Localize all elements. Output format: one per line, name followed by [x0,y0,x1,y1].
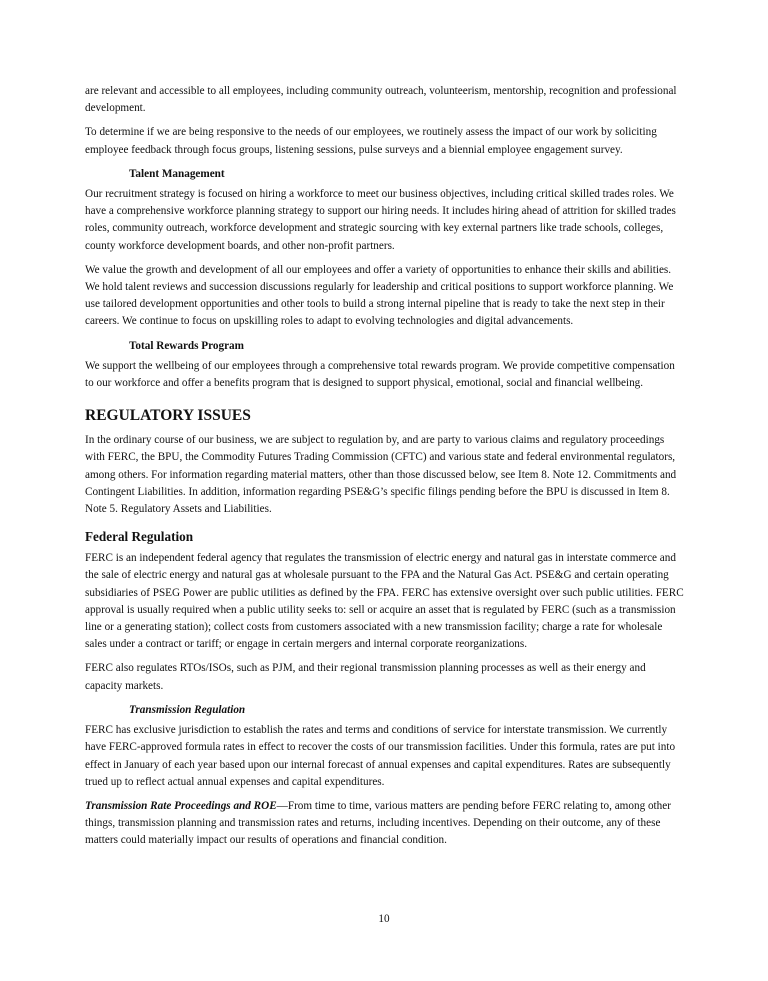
paragraph-transmission-rates: FERC has exclusive jurisdiction to establish the rates and terms and conditions of service for interstate transmission. We currently have FERC-approved formula rates in effect to recover the costs of our transmission facilities. Under this formula, rates are put into effect in January of each year based upon our internal forecast of annual expenses and capital expenditures. Rates are subsequently trued up to reflect actual annual expenses and capital expenditures. [85,724,676,788]
paragraph-ferc: FERC is an independent federal agency that regulates the transmission of electric energy and natural gas in interstate commerce and the sale of electric energy and natural gas at wholesale pursuant to the FPA and the Natural Gas Act. PSE&G and certain operating subsidiaries of PSEG Power are public utilities as defined by the FPA. FERC has extensive oversight over such public utilities. FERC approval is usually required when a public utility seeks to: sell or acquire an asset that is regulated by FERC (such as a transmission line or a generating station); collect costs from customers associated with a new transmission facility; charge a rate for wholesale sales under a contract or tariff; or engage in certain mergers and internal corporate reorganizations. [85,552,684,651]
paragraph-development: We value the growth and development of all our employees and offer a variety of opportunities to enhance their skills and abilities. We hold talent reviews and succession discussions regularly for leadership and critical positions to support workforce planning. We use tailored development opportunities and other tools to build a strong internal pipeline that is ready to take the next step in their careers. We continue to focus on upskilling roles to adapt to evolving technologies and digital advancements. [85,263,674,328]
paragraph-regulation-overview: In the ordinary course of our business, we are subject to regulation by, and are party to various claims and regulatory proceedings with FERC, the BPU, the Commodity Futures Trading Commission (CFTC) and various state and federal environmental regulators, among others. For information regarding material matters, other than those discussed below, see Item 8. Note 12. Commitments and Contingent Liabilities. In addition, information regarding PSE&G’s specific filings pending before the BPU is discussed in Item 8. Note 5. Regulatory Assets and Liabilities. [85,434,677,516]
paragraph-employee-programs: are relevant and accessible to all employees, including community outreach, volunteerism, mentorship, recognition and professional development. [85,85,677,115]
paragraph-employee-feedback: To determine if we are being responsive to the needs of our employees, we routinely assess the impact of our work by soliciting employee feedback through focus groups, listening sessions, pulse surveys and a biennial employee engagement survey. [85,126,657,156]
document-page [85,83,685,857]
federal-regulation-heading: Federal Regulation [85,529,194,545]
paragraph-rto-iso: FERC also regulates RTOs/ISOs, such as PJM, and their regional transmission planning processes as well as their energy and capacity markets. [85,662,646,692]
transmission-regulation-heading: Transmission Regulation [129,703,246,716]
rate-proceedings-body: —From time to time, various matters are pending before FERC relating to, among other things, transmission planning and transmission rates and returns, including incentives. Depending on their outcome, any of these matters could materially impact our results of operations and financial condition. [85,799,671,847]
talent-management-heading: Talent Management [129,167,225,180]
regulatory-issues-heading: REGULATORY ISSUES [85,407,251,425]
paragraph-rewards: We support the wellbeing of our employees through a comprehensive total rewards program. We provide competitive compensation to our workforce and offer a benefits program that is designed to support physical, emotional, social and financial wellbeing. [85,359,675,390]
rate-proceedings-lead: Transmission Rate Proceedings and ROE [85,799,277,812]
page-number: 10 [378,913,390,925]
total-rewards-heading: Total Rewards Program [129,339,244,352]
paragraph-rate-proceedings [85,798,685,850]
paragraph-recruitment: Our recruitment strategy is focused on hiring a workforce to meet our business objectives, including critical skilled trades roles. We have a comprehensive workforce planning strategy to support our hiring needs. It includes hiring ahead of attrition for skilled trades roles, community outreach, workforce development and strategic sourcing with key external partners like trade schools, colleges, county workforce development boards, and other non-profit partners. [85,188,676,252]
